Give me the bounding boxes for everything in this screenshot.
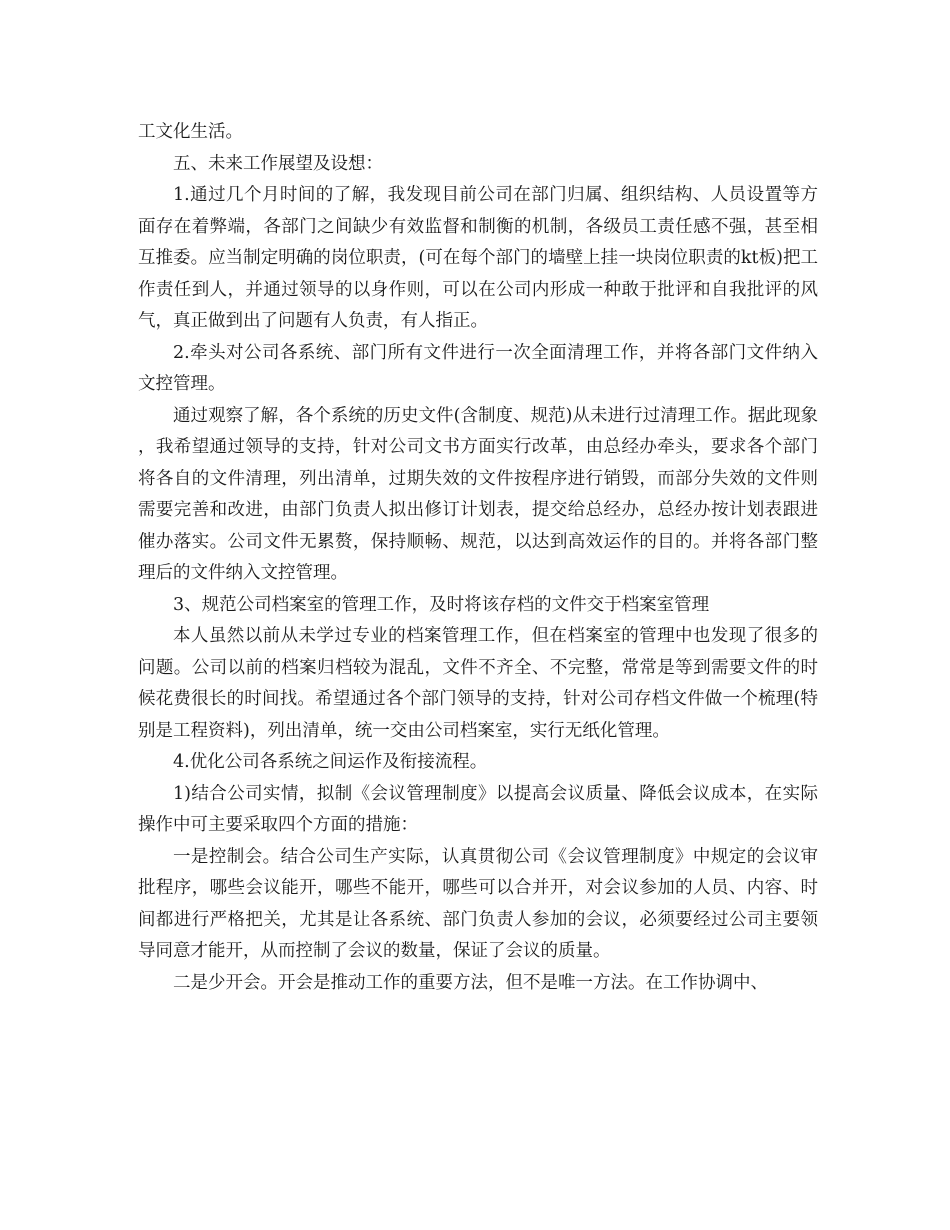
paragraph-observation: 通过观察了解，各个系统的历史文件(含制度、规范)从未进行过清理工作。据此现象，我希望通过领导的支持，针对公司文书方面实行改革，由总经办牵头，要求各个部门将各自的文件清理，列出清单，过期失效的文件按程序进行销毁，而部分失效的文件则需要完善和改进，由部门负责人拟出修订计划表，提交给总经办，总经办按计划表跟进催办落实。公司文件无累赘，保持顺畅、规范，以达到高效运作的目的。并将各部门整理后的文件纳入文控管理。 bbox=[138, 405, 818, 583]
paragraph-item-4: 4.优化公司各系统之间运作及衔接流程。 bbox=[173, 752, 488, 772]
paragraph-subitem-1: 1)结合公司实情，拟制《会议管理制度》以提高会议质量、降低会议成本，在实际操作中可主要采取四个方面的措施： bbox=[138, 783, 818, 835]
paragraph-item-1: 1.通过几个月时间的了解，我发现目前公司在部门归属、组织结构、人员设置等方面存在着弊端，各部门之间缺少有效监督和制衡的机制，各级员工责任感不强，甚至相互推委。应当制定明确的岗位职责，(可在每个部门的墙壁上挂一块岗位职责的kt板)把工作责任到人，并通过领导的以身作则，可以在公司内形成一种敢于批评和自我批评的风气，真正做到出了问题有人负责，有人指正。 bbox=[138, 185, 818, 331]
paragraph-item-2: 2.牵头对公司各系统、部门所有文件进行一次全面清理工作，并将各部门文件纳入文控管理。 bbox=[138, 342, 818, 394]
paragraph-fewer-meetings: 二是少开会。开会是推动工作的重要方法，但不是唯一方法。在工作协调中、 bbox=[173, 972, 768, 993]
section-heading-future-outlook: 五、未来工作展望及设想： bbox=[173, 153, 383, 174]
paragraph-continuation: 工文化生活。 bbox=[138, 122, 243, 142]
paragraph-item-3: 3、规范公司档案室的管理工作，及时将该存档的文件交于档案室管理 bbox=[173, 594, 710, 615]
paragraph-archive-issues: 本人虽然以前从未学过专业的档案管理工作，但在档案室的管理中也发现了很多的问题。公司以前的档案归档较为混乱，文件不齐全、不完整，常常是等到需要文件的时候花费很长的时间找。希望通过各个部门领导的支持，针对公司存档文件做一个梳理(特别是工程资料)，列出清单，统一交由公司档案室，实行无纸化管理。 bbox=[138, 626, 818, 741]
document-body bbox=[138, 117, 818, 999]
paragraph-control-meetings: 一是控制会。结合公司生产实际，认真贯彻公司《会议管理制度》中规定的会议审批程序，哪些会议能开，哪些不能开，哪些可以合并开，对会议参加的人员、内容、时间都进行严格把关，尤其是让各系统、部门负责人参加的会议，必须要经过公司主要领导同意才能开，从而控制了会议的数量，保证了会议的质量。 bbox=[138, 846, 818, 961]
